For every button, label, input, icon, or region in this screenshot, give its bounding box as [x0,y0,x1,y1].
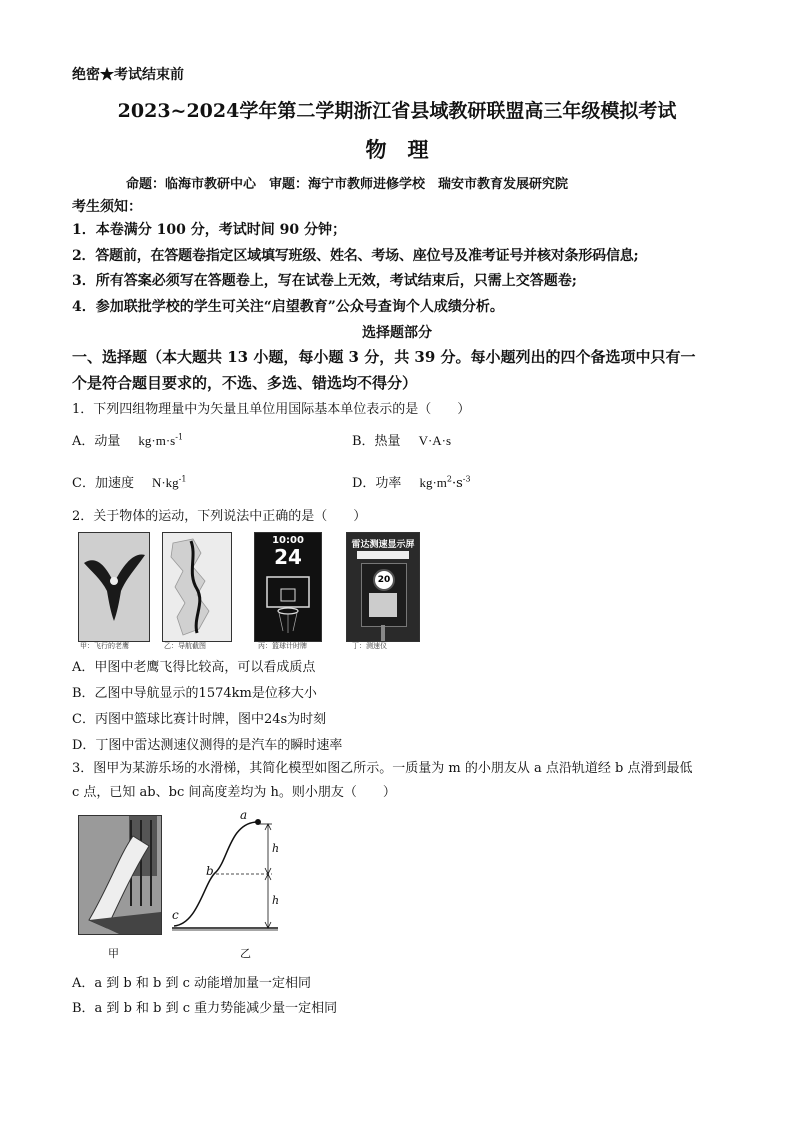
secret-label: 绝密★考试结束前 [72,67,184,83]
q1-option-b: B．热量 V·A·s [352,433,452,449]
credits-line: 命题：临海市教研中心 审题：海宁市教师进修学校 瑞安市教育发展研究院 [126,177,569,192]
photo-caption: 丙：篮球计时牌 [258,642,307,650]
timer-clock: 10:00 [272,535,304,546]
notice-item: 4．参加联批学校的学生可关注“启望教育”公众号查询个人成绩分析。 [72,299,504,315]
question-2-stem: 2．关于物体的运动，下列说法中正确的是（ ） [72,509,367,524]
question-3-stem: 3．图甲为某游乐场的水滑梯，其简化模型如图乙所示。一质量为 m 的小朋友从 a 点沿轨道经 b 点滑到最低 [72,761,693,776]
basketball-timer-photo [254,532,322,642]
section-instruction: 个是符合题目要求的，不选、多选、错选均不得分） [72,374,418,392]
q3-option-b: B．a 到 b 和 b 到 c 重力势能减少量一定相同 [72,1001,338,1016]
water-slide-photo [78,815,162,935]
height-label-lower: h [272,894,280,907]
notice-item: 3．所有答案必须写在答题卷上，写在试卷上无效，考试结束后，只需上交答题卷; [72,273,577,289]
navigation-map-photo [162,532,232,642]
section-instruction: 一、选择题（本大题共 13 小题，每小题 3 分，共 39 分。每小题列出的四个备选项中只有一 [72,348,696,366]
slide-track-diagram [168,808,284,936]
question-1-stem: 1．下列四组物理量中为矢量且单位用国际基本单位表示的是（ ） [72,402,471,417]
notice-item: 1．本卷满分 100 分，考试时间 90 分钟； [72,222,346,238]
figure-label-yi: 乙 [240,947,251,960]
exam-title: 2023~2024学年第二学期浙江省县域教研联盟高三年级模拟考试 [117,100,677,122]
point-c-label: c [172,908,179,922]
speed-limit-sign: 20 [373,569,395,591]
point-b-label: b [206,864,214,878]
shot-clock: 24 [274,545,302,569]
notice-item: 2．答题前，在答题卷指定区域填写班级、姓名、考场、座位号及准考证号并核对条形码信息; [72,248,639,264]
radar-pole [381,625,385,641]
q2-option-c: C．丙图中篮球比赛计时牌，图中24s为时刻 [72,712,327,727]
radar-title: 雷达测速显示屏 [351,540,415,550]
q3-option-a: A．a 到 b 和 b 到 c 动能增加量一定相同 [72,976,311,991]
q1-option-d: D．功率 $kg\cdot m^2\cdot s^{-3}$ [352,474,471,491]
q2-option-a: A．甲图中老鹰飞得比较高，可以看成质点 [72,660,316,675]
q2-option-d: D．丁图中雷达测速仪测得的是汽车的瞬时速率 [72,738,343,753]
eagle-photo [78,532,150,642]
photo-caption: 乙：导航截图 [164,642,206,650]
photo-caption: 丁：测速仪 [352,642,387,650]
radar-readout [369,593,397,617]
section-title: 选择题部分 [362,325,432,341]
radar-display-photo [346,532,420,642]
notice-heading: 考生须知： [72,199,142,215]
q1-option-a: A．动量 $kg\cdot m\cdot s^{-1}$ [72,432,184,449]
photo-caption: 甲：飞行的老鹰 [80,642,129,650]
radar-banner [357,551,409,559]
q1-option-c: C．加速度 $N\cdot kg^{-1}$ [72,474,187,491]
point-a-label: a [240,808,248,822]
figure-label-jia: 甲 [108,947,119,960]
height-label-upper: h [272,842,280,855]
q2-option-b: B．乙图中导航显示的1574km是位移大小 [72,686,317,701]
question-3-stem: c 点，已知 ab、bc 间高度差均为 h。则小朋友（ ） [72,785,396,800]
subject-title: 物 理 [365,137,429,162]
